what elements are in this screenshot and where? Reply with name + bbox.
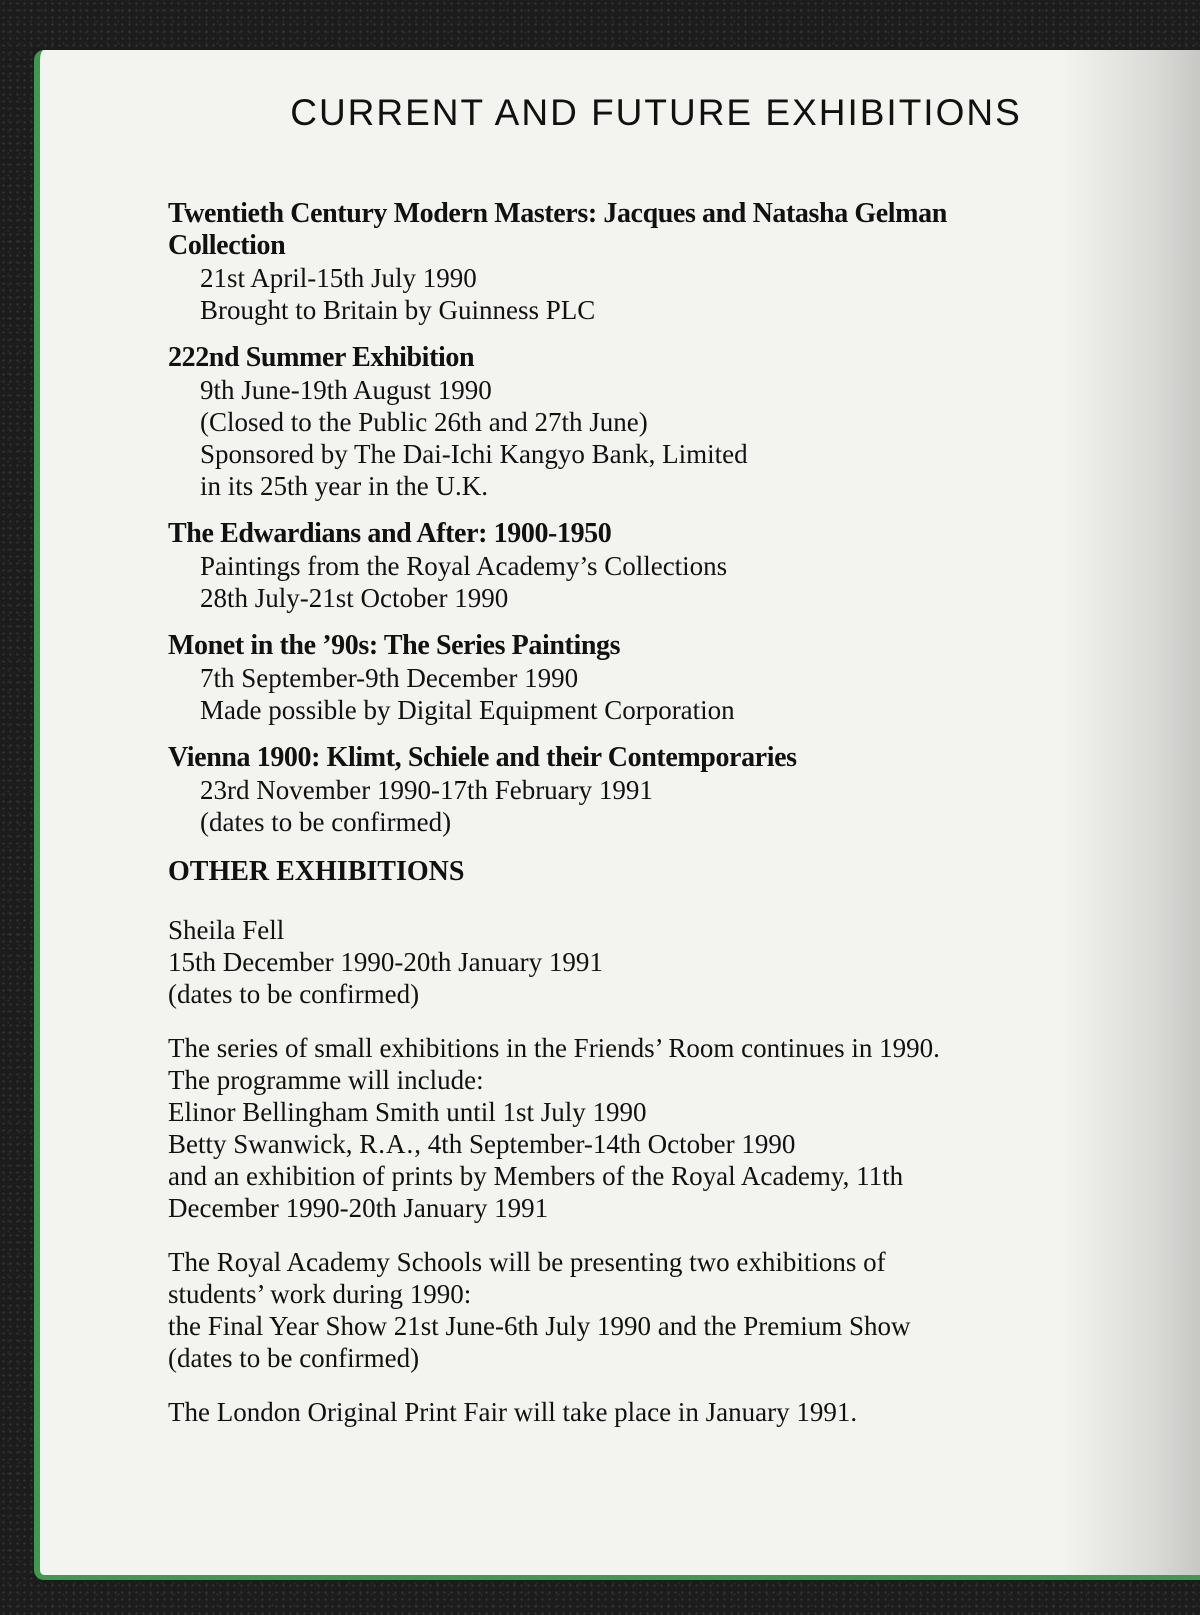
exhibition-title: Twentieth Century Modern Masters: Jacques and Natasha Gelman: [168, 198, 947, 229]
exhibition-description: Paintings from the Royal Academy’s Collections: [200, 551, 728, 581]
exhibition-note: (Closed to the Public 26th and 27th June): [200, 407, 648, 437]
exhibition-title: The Edwardians and After: 1900-1950: [168, 518, 612, 549]
other-text: Betty Swanwick,: [168, 1129, 360, 1159]
exhibition-dates: 23rd November 1990-17th February 1991: [200, 775, 653, 805]
other-text: , 4th September-14th October 1990: [414, 1129, 796, 1159]
other-line: The Royal Academy Schools will be presenting two exhibitions of: [168, 1247, 886, 1277]
exhibition-title: Vienna 1900: Klimt, Schiele and their Contemporaries: [168, 742, 797, 773]
other-sheila-fell: [168, 914, 1178, 1010]
other-line: (dates to be confirmed): [168, 1343, 420, 1373]
exhibition-monet: [168, 630, 1178, 726]
exhibition-dates: 9th June-19th August 1990: [200, 375, 492, 405]
exhibition-summer-exhibition: [168, 342, 1178, 502]
other-line: students’ work during 1990:: [168, 1279, 472, 1309]
exhibition-dates: 7th September-9th December 1990: [200, 663, 579, 693]
exhibition-dates: 21st April-15th July 1990: [200, 263, 477, 293]
other-friends-room: [168, 1032, 1178, 1224]
other-line: Elinor Bellingham Smith until 1st July 1990: [168, 1097, 647, 1127]
exhibition-edwardians: [168, 518, 1178, 614]
exhibition-sponsor-note: in its 25th year in the U.K.: [200, 471, 488, 501]
other-line-swanwick: [168, 1128, 1178, 1160]
exhibition-title: Monet in the ’90s: The Series Paintings: [168, 630, 621, 661]
exhibition-sponsor: Sponsored by The Dai-Ichi Kangyo Bank, Limited: [200, 439, 748, 469]
exhibition-sponsor: Made possible by Digital Equipment Corporation: [200, 695, 735, 725]
page-content: [168, 198, 1178, 1450]
other-line: (dates to be confirmed): [168, 979, 420, 1009]
exhibition-note: (dates to be confirmed): [200, 807, 452, 837]
exhibition-gelman-collection: [168, 198, 1178, 326]
ra-abbreviation: R.A.: [359, 1129, 415, 1159]
exhibition-title: 222nd Summer Exhibition: [168, 342, 475, 373]
other-ra-schools: [168, 1246, 1178, 1374]
other-line: The series of small exhibitions in the Friends’ Room continues in 1990.: [168, 1033, 940, 1063]
other-line: and an exhibition of prints by Members of the Royal Academy, 11th: [168, 1161, 904, 1191]
exhibition-dates: 28th July-21st October 1990: [200, 583, 509, 613]
exhibition-sponsor: Brought to Britain by Guinness PLC: [200, 295, 596, 325]
exhibition-title: Collection: [168, 230, 286, 261]
other-line: Sheila Fell: [168, 915, 285, 945]
other-print-fair: [168, 1396, 1178, 1428]
page-title: CURRENT AND FUTURE EXHIBITIONS: [290, 92, 1022, 133]
other-line: the Final Year Show 21st June-6th July 1990 and the Premium Show: [168, 1311, 911, 1341]
other-line: The programme will include:: [168, 1065, 484, 1095]
other-exhibitions-heading: OTHER EXHIBITIONS: [168, 856, 465, 887]
other-line: December 1990-20th January 1991: [168, 1193, 549, 1223]
exhibition-vienna-1900: [168, 742, 1178, 838]
other-line: The London Original Print Fair will take place in January 1991.: [168, 1397, 858, 1427]
catalogue-page: [34, 50, 1200, 1580]
other-line: 15th December 1990-20th January 1991: [168, 947, 603, 977]
